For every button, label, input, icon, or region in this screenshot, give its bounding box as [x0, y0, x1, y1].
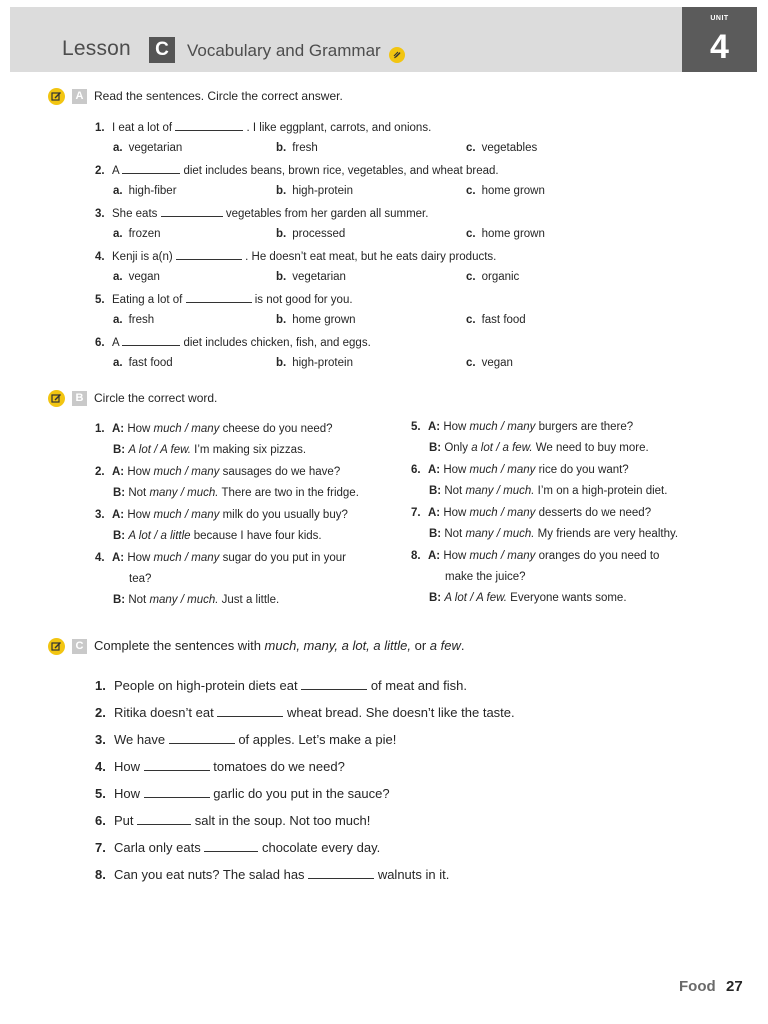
question-text: She eats [112, 208, 158, 220]
option-a[interactable] [113, 185, 177, 197]
question-number: 3. [95, 208, 105, 220]
question-line [95, 207, 428, 220]
option-b[interactable] [276, 314, 356, 326]
question-number: 7. [411, 507, 421, 519]
option-text: fresh [292, 142, 318, 154]
answer-blank[interactable] [144, 761, 210, 771]
question-line [95, 336, 371, 349]
dialog-line-a [95, 509, 348, 521]
dialog-text: cheese do you need? [219, 423, 333, 435]
workbook-link-icon[interactable] [389, 47, 405, 63]
option-c[interactable] [466, 142, 537, 154]
sentence-text: of meat and fish. [370, 678, 467, 693]
speaker-a: A: [112, 509, 125, 521]
dialog-text: My friends are very healthy. [534, 528, 679, 540]
option-letter: b. [276, 185, 287, 197]
option-c[interactable] [466, 357, 513, 369]
sentence-text: Carla only eats [114, 840, 201, 855]
answer-blank[interactable] [137, 815, 191, 825]
option-c[interactable] [466, 185, 545, 197]
sentence-text: chocolate every day. [261, 840, 381, 855]
option-letter: a. [113, 228, 123, 240]
speaker-b: B: [113, 487, 126, 499]
dialog-text: How [443, 507, 470, 519]
unit-number: 4 [710, 28, 729, 66]
pencil-icon [48, 390, 65, 407]
speaker-b: B: [429, 442, 442, 454]
question-number: 1. [95, 423, 105, 435]
pencil-icon [48, 88, 65, 105]
dialog-line-b [429, 485, 667, 497]
word-choice[interactable]: A lot / A few. [128, 444, 191, 456]
speaker-a: A: [112, 466, 125, 478]
sentence-text: of apples. Let’s make a pie! [238, 732, 397, 747]
dialog-line-b [429, 592, 627, 604]
question-number: 4. [95, 759, 106, 774]
question-number: 6. [411, 464, 421, 476]
question-text: . He doesn’t eat meat, but he eats dairy products. [245, 251, 497, 263]
dialog-line-b [113, 530, 322, 542]
dialog-line-a [95, 552, 346, 564]
sentence-text: walnuts in it. [377, 867, 450, 882]
option-text: high-protein [292, 357, 353, 369]
answer-blank[interactable] [186, 293, 252, 303]
answer-blank[interactable] [144, 788, 210, 798]
sentence-text: tomatoes do we need? [213, 759, 345, 774]
option-a[interactable] [113, 357, 173, 369]
option-text: home grown [292, 314, 356, 326]
completion-sentence [95, 840, 380, 855]
pencil-icon [48, 638, 65, 655]
option-letter: b. [276, 271, 287, 283]
question-number: 2. [95, 705, 106, 720]
word-choice[interactable]: much / many [153, 552, 220, 564]
unit-badge [682, 7, 757, 72]
dialog-line-a [95, 423, 333, 435]
answer-blank[interactable] [122, 164, 180, 174]
dialog-text: How [443, 421, 470, 433]
question-number: 8. [95, 867, 106, 882]
dialog-text: We need to buy more. [532, 442, 649, 454]
speaker-a: A: [428, 550, 441, 562]
option-text: high-fiber [128, 185, 177, 197]
answer-blank[interactable] [204, 842, 258, 852]
option-b[interactable] [276, 271, 346, 283]
word-choice[interactable]: A lot / A few. [444, 592, 507, 604]
question-number: 2. [95, 165, 105, 177]
dialog-line-a [95, 466, 340, 478]
answer-blank[interactable] [217, 707, 283, 717]
question-text: I eat a lot of [112, 122, 173, 134]
question-text: is not good for you. [254, 294, 353, 306]
question-number: 8. [411, 550, 421, 562]
answer-blank[interactable] [122, 336, 180, 346]
option-letter: c. [466, 271, 476, 283]
question-text: diet includes chicken, fish, and eggs. [183, 337, 371, 349]
option-text: vegetables [481, 142, 538, 154]
question-number: 4. [95, 251, 105, 263]
word-choice[interactable]: a lot / a few. [471, 442, 533, 454]
speaker-b: B: [113, 444, 126, 456]
option-c[interactable] [466, 314, 526, 326]
question-number: 1. [95, 678, 106, 693]
section-instruction: Circle the correct word. [94, 391, 218, 405]
option-b[interactable] [276, 228, 345, 240]
sentence-text: Can you eat nuts? The salad has [114, 867, 305, 882]
sentence-text: Put [114, 813, 134, 828]
option-text: processed [292, 228, 346, 240]
question-text: Eating a lot of [112, 294, 183, 306]
question-number: 3. [95, 732, 106, 747]
dialog-text: because I have four kids. [190, 530, 322, 542]
sentence-text: garlic do you put in the sauce? [213, 786, 390, 801]
word-choice[interactable]: much / many [153, 466, 220, 478]
dialog-text: How [127, 509, 154, 521]
answer-blank[interactable] [175, 121, 243, 131]
dialog-text: I’m on a high-protein diet. [534, 485, 668, 497]
dialog-text: rice do you want? [535, 464, 629, 476]
speaker-b: B: [429, 592, 442, 604]
word-choice[interactable]: much / many [469, 421, 536, 433]
question-text: A [112, 337, 120, 349]
section-letter: B [72, 391, 87, 406]
option-b[interactable] [276, 142, 318, 154]
dialog-text: burgers are there? [535, 421, 634, 433]
question-line [95, 121, 431, 134]
completion-sentence [95, 732, 396, 747]
dialog-text: There are two in the fridge. [218, 487, 359, 499]
dialog-text: I’m making six pizzas. [190, 444, 307, 456]
option-c[interactable] [466, 271, 519, 283]
word-choice[interactable]: much / many [469, 550, 536, 562]
question-number: 1. [95, 122, 105, 134]
section-letter: A [72, 89, 87, 104]
option-text: frozen [128, 228, 161, 240]
unit-label: UNIT [710, 15, 729, 22]
option-text: vegan [481, 357, 513, 369]
sentence-text: People on high-protein diets eat [114, 678, 298, 693]
dialog-text: sugar do you put in your [219, 552, 346, 564]
section-letter: C [72, 639, 87, 654]
completion-sentence [95, 786, 390, 801]
question-text: diet includes beans, brown rice, vegetables, and wheat bread. [183, 165, 499, 177]
question-number: 7. [95, 840, 106, 855]
option-text: vegan [128, 271, 160, 283]
dialog-line-b [429, 528, 678, 540]
dialog-text: desserts do we need? [535, 507, 652, 519]
question-number: 3. [95, 509, 105, 521]
sentence-text: How [114, 786, 141, 801]
option-text: fresh [128, 314, 155, 326]
option-text: high-protein [292, 185, 353, 197]
dialog-text: How [127, 466, 154, 478]
question-text: A [112, 165, 120, 177]
question-number: 5. [411, 421, 421, 433]
dialog-text: sausages do we have? [219, 466, 341, 478]
dialog-text: How [127, 423, 154, 435]
option-text: vegetarian [292, 271, 346, 283]
speaker-a: A: [428, 421, 441, 433]
option-letter: b. [276, 142, 287, 154]
dialog-text: How [127, 552, 154, 564]
option-letter: a. [113, 357, 123, 369]
dialog-text: Everyone wants some. [506, 592, 627, 604]
option-text: organic [481, 271, 520, 283]
dialog-line-b [113, 594, 279, 606]
dialog-line-a [411, 464, 629, 476]
word-choice[interactable]: much / many [153, 423, 220, 435]
option-b[interactable] [276, 357, 353, 369]
footer-section-name: Food [679, 978, 716, 995]
word-choice[interactable]: much / many [469, 507, 536, 519]
word-choice[interactable]: many / much. [149, 487, 219, 499]
option-letter: c. [466, 228, 476, 240]
question-number: 2. [95, 466, 105, 478]
answer-blank[interactable] [176, 250, 242, 260]
dialog-line-a [411, 550, 659, 562]
option-letter: b. [276, 314, 287, 326]
option-text: fast food [481, 314, 526, 326]
word-choice[interactable]: A lot / a little [128, 530, 191, 542]
dialog-text: oranges do you need to [535, 550, 660, 562]
question-line [95, 164, 499, 177]
option-a[interactable] [113, 314, 154, 326]
sentence-text: We have [114, 732, 166, 747]
option-letter: a. [113, 185, 123, 197]
option-text: home grown [481, 228, 545, 240]
word-choice[interactable]: much / many [153, 509, 220, 521]
question-number: 6. [95, 813, 106, 828]
dialog-text: Just a little. [218, 594, 280, 606]
question-number: 5. [95, 786, 106, 801]
question-line [95, 250, 496, 263]
dialog-line-a [411, 421, 633, 433]
dialog-text: Not [128, 487, 150, 499]
word-choice[interactable]: many / much. [465, 528, 535, 540]
question-text: . I like eggplant, carrots, and onions. [246, 122, 432, 134]
question-text: vegetables from her garden all summer. [225, 208, 429, 220]
dialog-line-b [113, 444, 306, 456]
answer-blank[interactable] [301, 680, 367, 690]
option-letter: b. [276, 357, 287, 369]
section-instruction: Read the sentences. Circle the correct answer. [94, 89, 343, 103]
option-letter: b. [276, 228, 287, 240]
completion-sentence [95, 705, 515, 720]
option-letter: a. [113, 314, 123, 326]
dialog-text: Not [444, 485, 466, 497]
lesson-letter-badge: C [149, 37, 175, 63]
word-choice[interactable]: many / much. [149, 594, 219, 606]
word-choice[interactable]: much / many [469, 464, 536, 476]
option-c[interactable] [466, 228, 545, 240]
speaker-a: A: [428, 507, 441, 519]
answer-blank[interactable] [169, 734, 235, 744]
section-instruction: Complete the sentences with much, many, a lot, a little, or a few. [94, 638, 465, 653]
dialog-text: milk do you usually buy? [219, 509, 348, 521]
dialog-text: Not [444, 528, 466, 540]
dialog-continuation: make the juice? [445, 571, 526, 583]
speaker-b: B: [429, 485, 442, 497]
option-letter: c. [466, 142, 476, 154]
speaker-b: B: [113, 594, 126, 606]
option-a[interactable] [113, 142, 182, 154]
option-b[interactable] [276, 185, 353, 197]
option-a[interactable] [113, 228, 161, 240]
dialog-line-b [429, 442, 649, 454]
dialog-continuation: tea? [129, 573, 152, 585]
option-text: vegetarian [128, 142, 183, 154]
question-line [95, 293, 353, 306]
question-number: 6. [95, 337, 105, 349]
question-number: 4. [95, 552, 105, 564]
option-letter: c. [466, 314, 476, 326]
speaker-a: A: [428, 464, 441, 476]
sentence-text: Ritika doesn’t eat [114, 705, 214, 720]
option-text: home grown [481, 185, 545, 197]
sentence-text: How [114, 759, 141, 774]
option-a[interactable] [113, 271, 160, 283]
answer-blank[interactable] [308, 869, 374, 879]
option-letter: a. [113, 271, 123, 283]
completion-sentence [95, 813, 370, 828]
question-number: 5. [95, 294, 105, 306]
speaker-a: A: [112, 423, 125, 435]
dialog-text: Not [128, 594, 150, 606]
sentence-text: wheat bread. She doesn’t like the taste. [286, 705, 515, 720]
option-letter: c. [466, 185, 476, 197]
option-letter: c. [466, 357, 476, 369]
page-number: 27 [726, 978, 743, 995]
dialog-text: Only [444, 442, 472, 454]
completion-sentence [95, 867, 449, 882]
answer-blank[interactable] [161, 207, 223, 217]
speaker-a: A: [112, 552, 125, 564]
sentence-text: salt in the soup. Not too much! [194, 813, 371, 828]
option-letter: a. [113, 142, 123, 154]
option-text: fast food [128, 357, 173, 369]
completion-sentence [95, 759, 345, 774]
speaker-b: B: [429, 528, 442, 540]
dialog-line-a [411, 507, 651, 519]
dialog-text: How [443, 550, 470, 562]
speaker-b: B: [113, 530, 126, 542]
dialog-text: How [443, 464, 470, 476]
dialog-line-b [113, 487, 359, 499]
question-text: Kenji is a(n) [112, 251, 173, 263]
lesson-label: Lesson [62, 37, 131, 60]
word-choice[interactable]: many / much. [465, 485, 535, 497]
lesson-title: Vocabulary and Grammar [187, 41, 381, 60]
completion-sentence [95, 678, 467, 693]
